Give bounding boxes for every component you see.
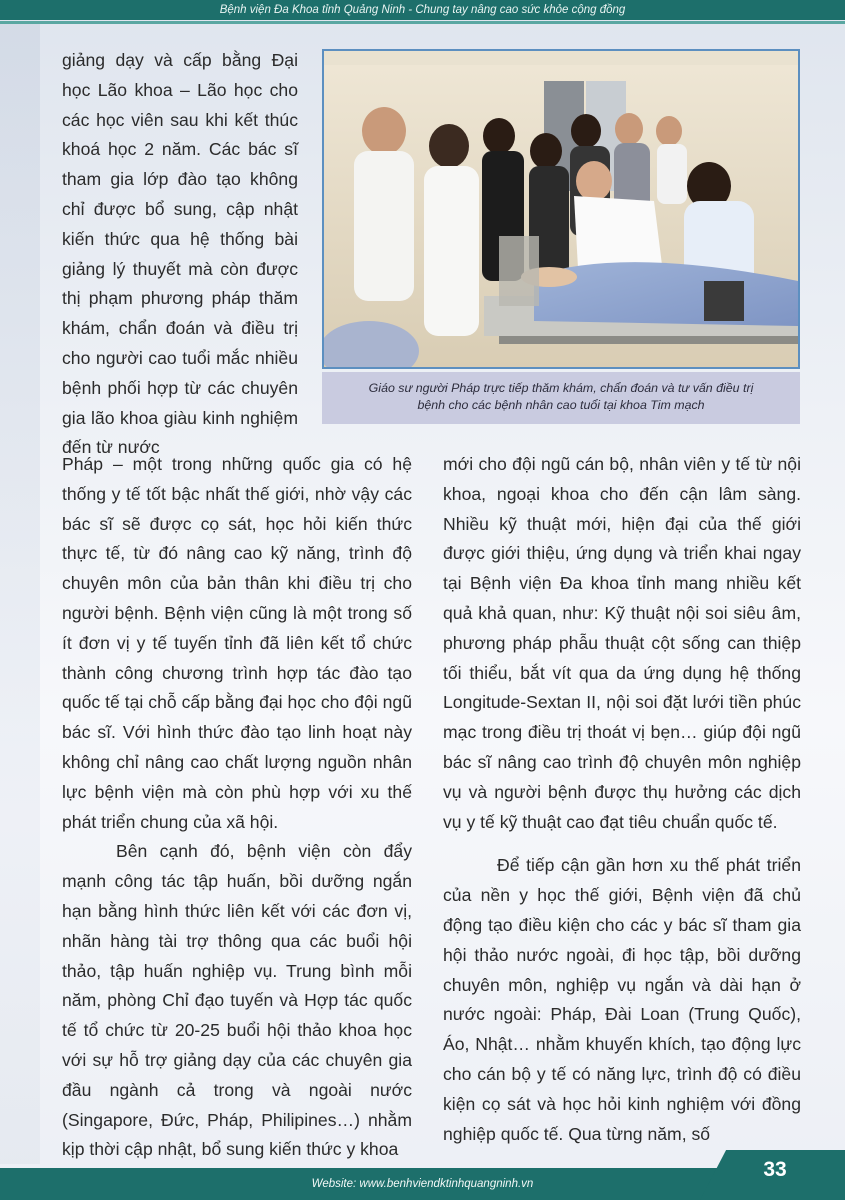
caption-line-2: bệnh cho các bệnh nhân cao tuổi tại khoa Tim mạch xyxy=(417,398,705,412)
paragraph-intro: giảng dạy và cấp bằng Đại học Lão khoa – Lão học cho các học viên sau khi kết thúc khoá học 2 năm. Các bác sĩ tham gia lớp đào tạo không chỉ được bổ sung, cập nhật kiến thức qua hệ thống bài giảng lý thuyết mà còn được thị phạm phương pháp thăm khám, chẩn đoán và điều trị cho người cao tuổi mắc nhiều bệnh phối hợp từ các chuyên gia lão khoa giàu kinh nghiệm đến từ nước xyxy=(62,50,298,458)
page-number: 33 xyxy=(763,1158,787,1181)
running-header xyxy=(0,0,845,20)
exam-room-photo xyxy=(324,51,798,367)
paragraph-1: Pháp – một trong những quốc gia có hệ thống y tế tốt bậc nhất thế giới, nhờ vậy các bác sĩ sẽ được cọ sát, học hỏi kiến thức thực tế, từ đó nâng cao kỹ năng, trình độ chuyên môn của bản thân khi điều trị cho người bệnh. Bệnh viện cũng là một trong số ít đơn vị y tế tuyến tỉnh đã liên kết tổ chức thành công chương trình hợp tác đào tạo quốc tế tại chỗ cấp bằng đại học cho đội ngũ bác sĩ. Với hình thức đào tạo linh hoạt này không chỉ nâng cao chất lượng nguồn nhân lực bệnh viện mà còn phù hợp với xu thế phát triển chung của xã hội. xyxy=(62,454,412,832)
caption-line-1: Giáo sư người Pháp trực tiếp thăm khám, chẩn đoán và tư vấn điều trị xyxy=(368,381,754,395)
paragraph-4: Để tiếp cận gần hơn xu thế phát triển của nền y học thế giới, Bệnh viện đã chủ động tạo điều kiện cho các y bác sĩ tham gia hội thảo nước ngoài, đi học tập, bồi dưỡng chuyên môn, nghiệp vụ ngắn và dài hạn ở nước ngoài: Pháp, Đài Loan (Trung Quốc), Áo, Nhật… nhằm khuyến khích, tạo động lực cho cán bộ y tế có năng lực, trình độ có điều kiện cọ sát và học hỏi kinh nghiệm với đồng nghiệp quốc tế. Qua từng năm, số xyxy=(443,855,801,1144)
website-link[interactable]: Website: www.benhviendktinhquangninh.vn xyxy=(311,1178,534,1190)
header-rule xyxy=(0,21,845,24)
column-right xyxy=(443,450,801,1149)
left-margin-shade xyxy=(0,24,40,1164)
column-left xyxy=(62,450,412,1165)
running-header-text: Bệnh viện Đa Khoa tỉnh Quảng Ninh - Chung tay nâng cao sức khỏe cộng đồng xyxy=(219,4,626,16)
paragraph-3: mới cho đội ngũ cán bộ, nhân viên y tế từ nội khoa, ngoại khoa cho đến cận lâm sàng. Nhiều kỹ thuật mới, hiện đại của thế giới được giới thiệu, ứng dụng và triển khai ngay tại Bệnh viện Đa khoa tỉnh mang nhiều kết quả khả quan, như: Kỹ thuật nội soi siêu âm, phương pháp phẫu thuật cột sống can thiệp tối thiểu, bắt vít qua da ứng dụng hệ thống Longitude-Sextan II, nội soi đặt lưới tiền phúc mạc trong điều trị thoát vị bẹn… giúp đội ngũ bác sĩ nâng cao trình độ chuyên môn nghiệp vụ và người bệnh được thụ hưởng các dịch vụ y tế kỹ thuật cao đạt tiêu chuẩn quốc tế. xyxy=(443,454,801,832)
article-photo xyxy=(322,49,800,369)
column-left-top xyxy=(62,46,298,463)
photo-caption xyxy=(322,372,800,424)
paragraph-2: Bên cạnh đó, bệnh viện còn đẩy mạnh công tác tập huấn, bồi dưỡng ngắn hạn bằng hình thức liên kết với các đơn vị, nhãn hàng tài trợ thông qua các buổi hội thảo, tập huấn nghiệp vụ. Trung bình mỗi năm, phòng Chỉ đạo tuyến và Hợp tác quốc tế tổ chức từ 20-25 buổi hội thảo khoa học với sự hỗ trợ giảng dạy của các chuyên gia đầu ngành cả trong và ngoài nước (Singapore, Đức, Pháp, Philipines…) nhằm kịp thời cập nhật, bổ sung kiến thức y khoa xyxy=(62,841,412,1160)
